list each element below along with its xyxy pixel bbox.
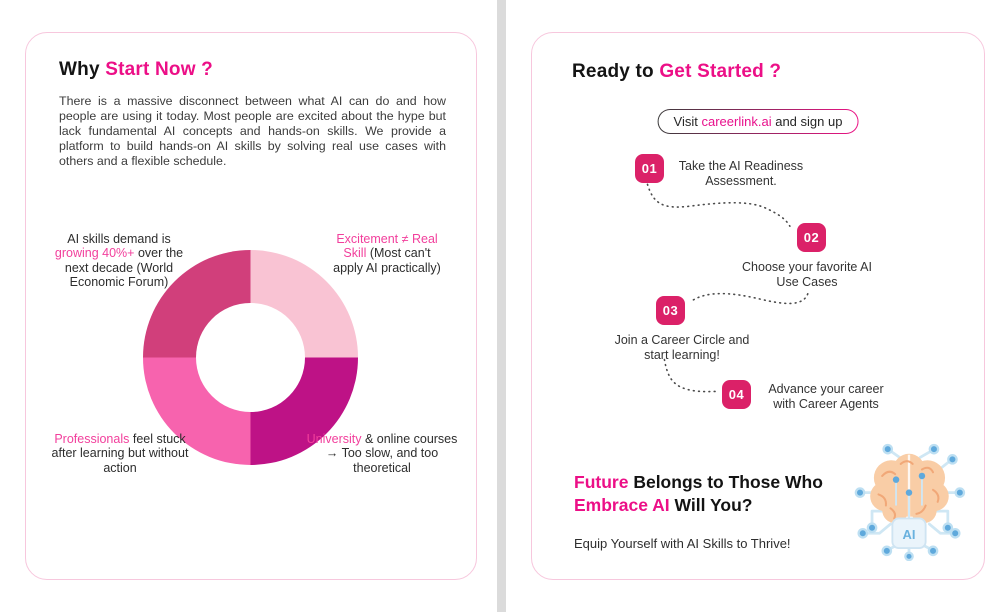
donut-label-top-right: Excitement ≠ Real Skill (Most can't apply AI practically)	[333, 232, 441, 275]
closing-headline: Future Belongs to Those Who Embrace AI Will You?	[574, 472, 823, 515]
right-card-title	[572, 61, 781, 83]
title-black-part: Ready to	[572, 61, 654, 82]
left-card-title	[59, 59, 213, 81]
connector-1-2	[647, 184, 789, 226]
step-3-badge: 03	[656, 296, 685, 325]
title-pink-part: Start Now ?	[105, 59, 213, 80]
title-black-part: Why	[59, 59, 100, 80]
donut-label-bottom-left: Professionals feel stuck after learning but without action	[51, 432, 189, 475]
donut-label-bottom-right: University & online courses → Too slow, and too theoretical	[306, 432, 458, 475]
step-2-label: Choose your favorite AI Use Cases	[742, 260, 872, 289]
step-4-badge: 04	[722, 380, 751, 409]
donut-label-top-left: AI skills demand is growing 40%+ over the next decade (World Economic Forum)	[54, 232, 184, 289]
step-3-label: Join a Career Circle and start learning!	[614, 333, 750, 362]
intro-paragraph: There is a massive disconnect between what AI can do and how people are using it today. Most people are excited about the hype but lack fundamental AI concepts and hands-on skills. We provide a platform to build hands-on AI skills by solving real use cases with others and a flexible schedule.	[59, 94, 446, 168]
careerlink-link[interactable]: careerlink.ai	[701, 114, 772, 129]
visit-signup-button[interactable]: Visit careerlink.ai and sign up	[658, 109, 859, 134]
ai-chip-label: AI	[902, 526, 916, 542]
ai-chip	[892, 518, 925, 548]
closing-subline: Equip Yourself with AI Skills to Thrive!	[574, 536, 791, 551]
why-start-now-card	[25, 32, 477, 580]
step-4-label: Advance your career with Career Agents	[768, 382, 884, 411]
get-started-card	[531, 32, 985, 580]
ai-brain-icon	[848, 439, 970, 561]
connector-2-3	[690, 294, 807, 304]
panel-divider	[497, 0, 506, 612]
connector-3-4	[664, 360, 718, 392]
step-1-badge: 01	[635, 154, 664, 183]
title-pink-part: Get Started ?	[659, 61, 782, 82]
step-2-badge: 02	[797, 223, 826, 252]
step-1-label: Take the AI Readiness Assessment.	[678, 159, 804, 188]
